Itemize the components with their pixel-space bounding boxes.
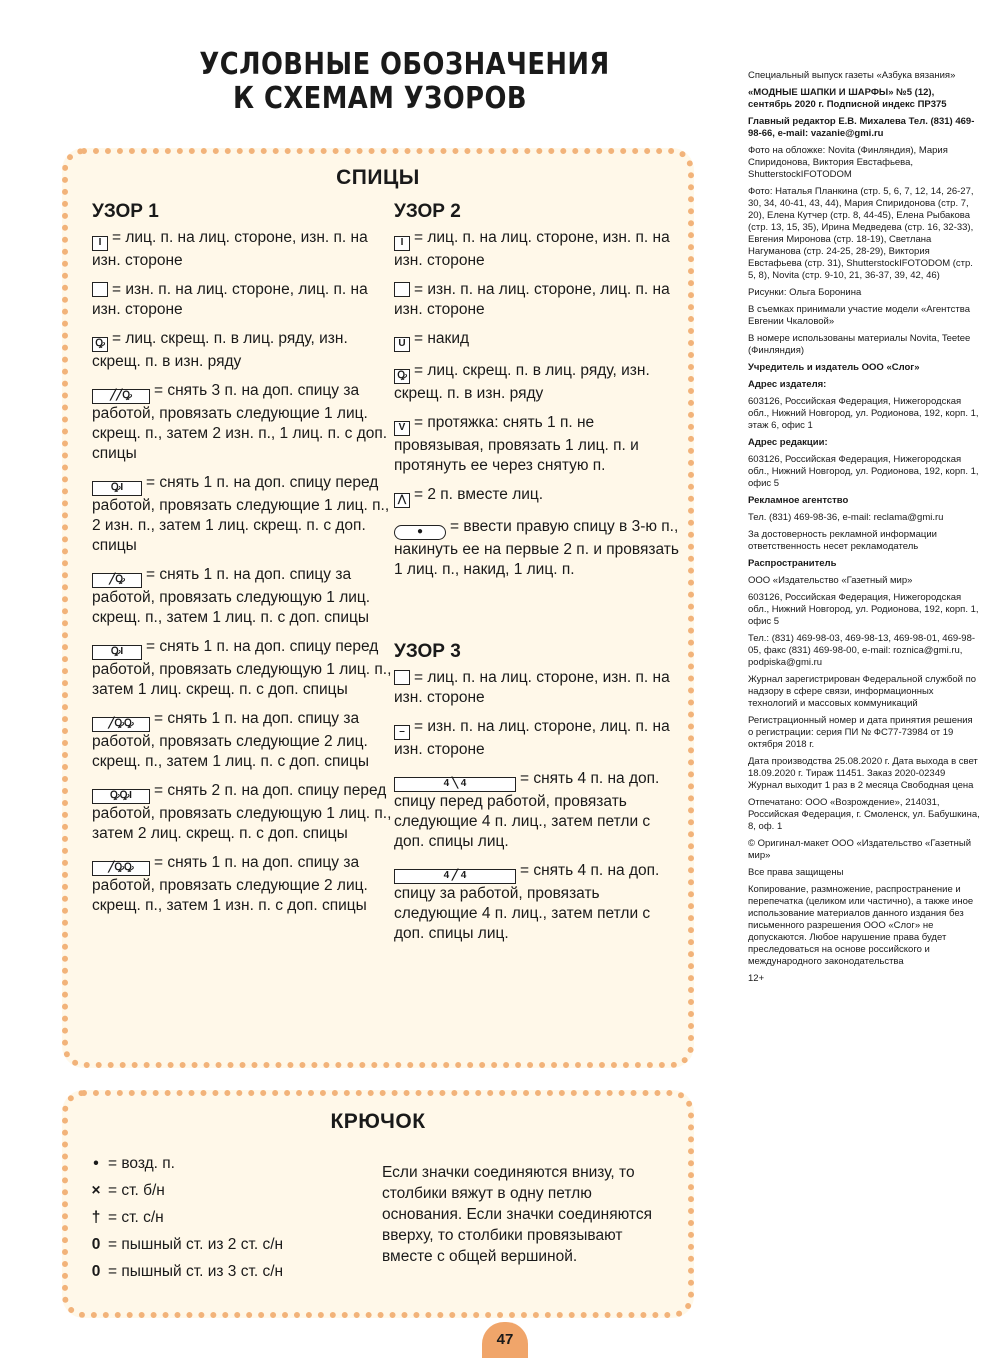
- page-title: УСЛОВНЫЕ ОБОЗНАЧЕНИЯ К СХЕМАМ УЗОРОВ: [199, 47, 610, 116]
- pattern-2-legend-item: [394, 485, 684, 508]
- crochet-legend-panel: [62, 1090, 694, 1318]
- pattern-1-legend-item: [92, 781, 392, 844]
- imprint-paragraph: Дата производства 25.08.2020 г. Дата выхода в свет 18.09.2020 г. Тираж 11451. Заказ 2020-02349 Журнал выходит 1 раз в 2 месяца Свободная цена: [748, 756, 978, 791]
- stitch-symbol-icon: –: [394, 725, 410, 740]
- stitch-symbol-icon: [92, 282, 108, 297]
- legend-description: = снять 1 п. на доп. спицу за работой, провязать следующие 2 лиц. скрещ. п., затем 1 лиц. п. с доп. спицы: [92, 710, 370, 770]
- imprint-paragraph: Специальный выпуск газеты «Азбука вязания»: [748, 70, 956, 81]
- stitch-symbol-icon: V: [394, 421, 410, 436]
- crochet-symbol-icon: 0: [91, 1236, 101, 1253]
- crochet-symbol-list: [88, 1150, 378, 1285]
- imprint-paragraph: 12+: [748, 973, 765, 984]
- pattern-2-legend-item: [394, 413, 684, 476]
- stitch-symbol-icon: ꝘI: [92, 645, 142, 660]
- legend-description: = лиц. п. на лиц. стороне, изн. п. на изн. стороне: [394, 669, 670, 706]
- pattern-2-legend-item: [394, 517, 684, 580]
- crochet-legend-item: [88, 1258, 378, 1285]
- imprint-paragraph: Регистрационный номер и дата принятия решения о регистрации: серия ПИ № ФС77-73984 от 19 октября 2018 г.: [748, 715, 973, 750]
- crochet-note: Если значки соединяются внизу, то столбики вяжут в одну петлю основания. Если значки соединяются вверху, то столбики провязывают вместе с общей вершиной.: [382, 1164, 652, 1265]
- pattern-1-legend-item: [92, 280, 392, 320]
- pattern-2-column: [394, 202, 684, 589]
- crochet-description: = ст. б/н: [108, 1182, 165, 1199]
- stitch-symbol-icon: Ꝙ: [394, 369, 410, 384]
- stitch-symbol-icon: ꝘI: [92, 481, 142, 496]
- imprint-paragraph: Распространитель: [748, 558, 837, 569]
- pattern-3-legend-item: [394, 861, 684, 944]
- crochet-legend-item: [88, 1150, 378, 1177]
- legend-description: = снять 4 п. на доп. спицу за работой, провязать следующие 4 п. лиц., затем петли с доп. спицы лиц.: [394, 862, 660, 942]
- knitting-heading: СПИЦЫ: [336, 166, 420, 189]
- pattern-1-legend-item: [92, 853, 392, 916]
- stitch-symbol-icon: [394, 282, 410, 297]
- crochet-legend-item: [88, 1204, 378, 1231]
- imprint-paragraph: ООО «Издательство «Газетный мир»: [748, 575, 913, 586]
- imprint-paragraph: Тел.: (831) 469-98-03, 469-98-13, 469-98-01, 469-98-05, факс (831) 469-98-00, e-mail: roznica@gmi.ru, podpiska@gmi.ru: [748, 633, 976, 668]
- crochet-description: = пышный ст. из 3 ст. с/н: [108, 1263, 284, 1280]
- legend-description: = ввести правую спицу в 3-ю п., накинуть ее на первые 2 п. и провязать 1 лиц. п., накид, 1 лиц. п.: [394, 518, 679, 578]
- imprint-paragraph: 603126, Российская Федерация, Нижегородская обл., Нижний Новгород, ул. Родионова, 192, корп. 1, офис 5: [748, 592, 979, 627]
- legend-description: = снять 1 п. на доп. спицу перед работой, провязать следующую 1 лиц. п., затем 1 лиц. скрещ. п. с доп. спицы: [92, 638, 392, 698]
- crochet-symbol-icon: •: [93, 1155, 99, 1172]
- stitch-symbol-icon: I: [394, 236, 410, 251]
- crochet-symbol-icon: ×: [91, 1182, 101, 1199]
- legend-description: = лиц. п. на лиц. стороне, изн. п. на изн. стороне: [394, 229, 670, 269]
- pattern-1-legend-item: [92, 473, 392, 556]
- pattern-3-legend-item: [394, 769, 684, 852]
- stitch-symbol-icon: 4 ╱ 4: [394, 869, 516, 884]
- stitch-symbol-icon: ╱ꝘꝘ: [92, 717, 150, 732]
- legend-description: = 2 п. вместе лиц.: [414, 486, 544, 503]
- legend-description: = лиц. п. на лиц. стороне, изн. п. на изн. стороне: [92, 229, 368, 269]
- imprint-paragraph: Рекламное агентство: [748, 495, 849, 506]
- stitch-symbol-icon: Ꝙ: [92, 337, 108, 352]
- pattern-3-legend-item: [394, 717, 684, 760]
- imprint-paragraph: Фото на обложке: Novita (Финляндия), Мария Спиридонова, Виктория Евстафьева, ShutterstockIFOTODOM: [748, 145, 948, 180]
- imprint-paragraph: © Оригинал-макет ООО «Издательство «Газетный мир»: [748, 838, 972, 861]
- stitch-symbol-icon: ⋀: [394, 493, 410, 508]
- imprint-paragraph: В съемках принимали участие модели «Агентства Евгении Чкаловой»: [748, 304, 971, 327]
- crochet-symbol-icon: †: [91, 1209, 101, 1226]
- stitch-symbol-icon: ╱Ꝙ: [92, 573, 142, 588]
- imprint-sidebar: [748, 70, 980, 990]
- pattern-2-title: УЗОР 2: [394, 201, 461, 222]
- crochet-legend-item: [88, 1231, 378, 1258]
- legend-description: = снять 1 п. на доп. спицу за работой, провязать следующие 2 лиц. скрещ. п., затем 1 изн. п. с доп. спицы: [92, 854, 368, 914]
- imprint-paragraph: Главный редактор Е.В. Михалева Тел. (831) 469-98-66, e-mail: vazanie@gmi.ru: [748, 116, 975, 139]
- legend-description: = изн. п. на лиц. стороне, лиц. п. на изн. стороне: [394, 281, 670, 318]
- legend-description: = снять 1 п. на доп. спицу перед работой, провязать следующие 1 лиц. п., 2 изн. п., затем 1 лиц. скрещ. п. с доп. спицы: [92, 474, 390, 554]
- pattern-1-legend-item: [92, 329, 392, 372]
- pattern-2-legend-item: [394, 361, 684, 404]
- imprint-paragraph: В номере использованы материалы Novita, Teetee (Финляндия): [748, 333, 971, 356]
- legend-description: = изн. п. на лиц. стороне, лиц. п. на изн. стороне: [92, 281, 368, 318]
- legend-description: = накид: [414, 330, 470, 347]
- crochet-heading: КРЮЧОК: [330, 1110, 426, 1133]
- pattern-2-legend-item: [394, 228, 684, 271]
- crochet-symbol-icon: 0: [91, 1263, 101, 1280]
- pattern-1-legend-item: [92, 637, 392, 700]
- crochet-legend-item: [88, 1177, 378, 1204]
- crochet-description: = возд. п.: [108, 1155, 175, 1172]
- imprint-paragraph: Копирование, размножение, распространение и перепечатка (целиком или частично), а также иное использование материалов данного издания без письменного разрешения ООО «Слог» не допускаются. Любое нарушение права будет преследоваться на основе российского и международного законодательства: [748, 884, 974, 967]
- stitch-symbol-icon: ꝘꝘI: [92, 789, 150, 804]
- pattern-1-title: УЗОР 1: [92, 201, 159, 222]
- stitch-symbol-icon: I: [92, 236, 108, 251]
- stitch-symbol-icon: [394, 670, 410, 685]
- imprint-paragraph: Рисунки: Ольга Боронина: [748, 287, 862, 298]
- pattern-3-title: УЗОР 3: [394, 641, 461, 662]
- crochet-description: = пышный ст. из 2 ст. с/н: [108, 1236, 284, 1253]
- knitting-legend-panel: [62, 148, 694, 1068]
- stitch-symbol-icon: ╱╱Ꝙ: [92, 389, 150, 404]
- stitch-symbol-icon: ╱ꝘꝘ: [92, 861, 150, 876]
- imprint-paragraph: Адрес издателя:: [748, 379, 827, 390]
- pattern-2-legend-item: [394, 329, 684, 352]
- imprint-paragraph: Журнал зарегистрирован Федеральной службой по надзору в сфере связи, информационных технологий и массовых коммуникаций: [748, 674, 977, 709]
- page-number: 47: [482, 1322, 528, 1358]
- imprint-paragraph: 603126, Российская Федерация, Нижегородская обл., Нижний Новгород, ул. Родионова, 192, корп. 1, офис 5: [748, 454, 979, 489]
- pattern-1-legend-item: [92, 565, 392, 628]
- legend-description: = лиц. скрещ. п. в лиц. ряду, изн. скрещ. п. в изн. ряду: [92, 330, 348, 370]
- legend-description: = снять 3 п. на доп. спицу за работой, провязать следующие 1 лиц. скрещ. п., затем 2 изн. п., 1 лиц. п. с доп. спицы: [92, 382, 388, 462]
- legend-description: = лиц. скрещ. п. в лиц. ряду, изн. скрещ. п. в изн. ряду: [394, 362, 650, 402]
- pattern-2-legend-item: [394, 280, 684, 320]
- imprint-paragraph: Все права защищены: [748, 867, 844, 878]
- pattern-3-legend-item: [394, 668, 684, 708]
- stitch-symbol-icon: 4 ╲ 4: [394, 777, 516, 792]
- imprint-paragraph: 603126, Российская Федерация, Нижегородская обл., Нижний Новгород, ул. Родионова, 192, корп. 1, этаж 6, офис 1: [748, 396, 979, 431]
- legend-description: = изн. п. на лиц. стороне, лиц. п. на изн. стороне: [394, 718, 670, 758]
- imprint-paragraph: Адрес редакции:: [748, 437, 828, 448]
- imprint-paragraph: Фото: Наталья Планкина (стр. 5, 6, 7, 12, 14, 26-27, 30, 34, 40-41, 43, 44), Мария Спиридонова (стр. 7, 20), Елена Кутчер (стр. 8, 44-45), Елена Рыбакова (стр. 13, 15, 35), Ирина Медведева (стр. 16, 32-33), Евгения Миронова (стр. 18-19), Светлана Нагуманова (стр. 24-25, 28-29), Виктория Евстафьева (стр. 31), ShutterstockIFOTODOM (стр. 5, 8), Novita (стр. 9-10, 21, 36-37, 39, 42, 46): [748, 186, 974, 281]
- pattern-3-column: [394, 642, 684, 953]
- crochet-description: = ст. с/н: [108, 1209, 164, 1226]
- stitch-symbol-icon: ●: [394, 525, 446, 540]
- imprint-paragraph: Отпечатано: ООО «Возрождение», 214031, Российская Федерация, г. Смоленск, ул. Бабушкина, 8, оф. 1: [748, 797, 980, 832]
- legend-description: = снять 2 п. на доп. спицу перед работой, провязать следующую 1 лиц. п., затем 2 лиц. скрещ. п. с доп. спицы: [92, 782, 392, 842]
- pattern-1-legend-item: [92, 381, 392, 464]
- stitch-symbol-icon: U: [394, 337, 410, 352]
- imprint-paragraph: Тел. (831) 469-98-36, e-mail: reclama@gmi.ru: [748, 512, 944, 523]
- pattern-1-column: [92, 202, 392, 925]
- legend-description: = снять 4 п. на доп. спицу перед работой, провязать следующие 4 п. лиц., затем петли с доп. спицы лиц.: [394, 770, 660, 850]
- legend-description: = снять 1 п. на доп. спицу за работой, провязать следующую 1 лиц. скрещ. п., затем 1 лиц. п. с доп. спицы: [92, 566, 371, 626]
- imprint-paragraph: «МОДНЫЕ ШАПКИ И ШАРФЫ» №5 (12), сентябрь 2020 г. Подписной индекс ПР375: [748, 87, 947, 110]
- imprint-paragraph: За достоверность рекламной информации ответственность несет рекламодатель: [748, 529, 937, 552]
- pattern-1-legend-item: [92, 228, 392, 271]
- pattern-1-legend-item: [92, 709, 392, 772]
- legend-description: = протяжка: снять 1 п. не провязывая, провязать 1 лиц. п. и протянуть ее через снятую п.: [394, 414, 639, 474]
- imprint-paragraph: Учредитель и издатель ООО «Слог»: [748, 362, 920, 373]
